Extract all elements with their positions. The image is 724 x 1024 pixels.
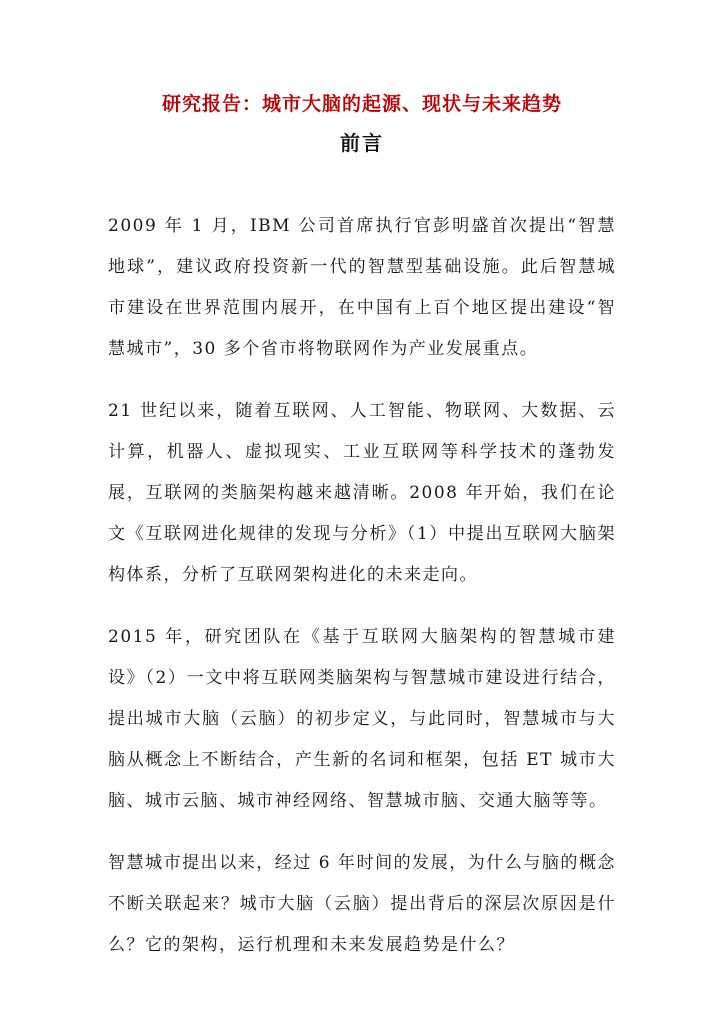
paragraph-questions: 智慧城市提出以来，经过 6 年时间的发展，为什么与脑的概念不断关联起来？城市大脑（云脑）提出背后的深层次原因是什么？它的架构，运行机理和未来发展趋势是什么？	[108, 853, 616, 955]
paragraph-city-brain-definition: 2015 年，研究团队在《基于互联网大脑架构的智慧城市建设》（2）一文中将互联网类脑架构与智慧城市建设进行结合，提出城市大脑（云脑）的初步定义，与此同时，智慧城市与大脑从概念上不断结合，产生新的名词和框架，包括 ET 城市大脑、城市云脑、城市神经网络、智慧城市脑、交通大脑等等。	[108, 627, 616, 811]
preface-heading: 前言	[340, 131, 384, 155]
paragraph-smart-planet: 2009 年 1 月，IBM 公司首席执行官彭明盛首次提出“智慧地球”，建议政府投资新一代的智慧型基础设施。此后智慧城市建设在世界范围内展开，在中国有上百个地区提出建设“智慧城市”，30 多个省市将物联网作为产业发展重点。	[108, 216, 616, 359]
paragraph-internet-brain-architecture: 21 世纪以来，随着互联网、人工智能、物联网、大数据、云计算，机器人、虚拟现实、工业互联网等科学技术的蓬勃发展，互联网的类脑架构越来越清晰。2008 年开始，我们在论文《互联网进化规律的发现与分析》（1）中提出互联网大脑架构体系，分析了互联网架构进化的未来走向。	[108, 401, 616, 585]
report-title: 研究报告：城市大脑的起源、现状与未来趋势	[161, 93, 562, 115]
